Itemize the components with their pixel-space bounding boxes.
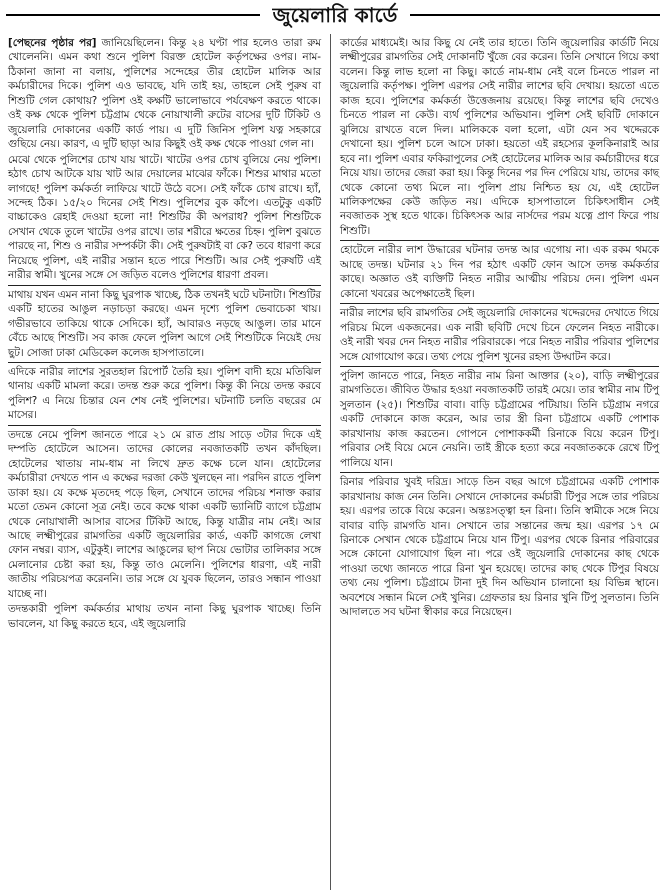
section-divider <box>340 303 659 304</box>
continued-from-label: [পেছনের পৃষ্ঠার পর] <box>8 37 97 49</box>
paragraph: কার্ডের মাধ্যমেই। আর কিছু যে নেই তার হাতে। তিনি জুয়েলারির কার্ডটি নিয়ে লক্ষ্মীপুরের রামগতির সেই দোকানটি খুঁজে বের করেন। তিনি সেখানে গিয়ে কথা বলেন। কিন্তু লাভ হলো না কিছু। কার্ডে নাম-ধাম নেই বলে চিনতে পারল না জুয়েলারি কর্তৃপক্ষ। পুলিশ এরপর সেই নারীর লাশের ছবি দেখায়। হয়তো এতে কাজ হবে। পুলিশের কর্মকর্তা উত্তেজনায় রয়েছে। কিন্তু লাশের ছবি দেখেও চিনতে পারল না কেউ। ব্যর্থ পুলিশের অভিযান। পুলিশ সেই ছবিটি দোকানে ঝুলিয়ে রাখতে বলে দিল। মালিককে বলা হলো, এটা যেন সব খদ্দেরকে দেখানো হয়। পুলিশ চলে আসে ঢাকা। হয়তো এই রহস্যের কূলকিনারাই আর হবে না। পুলিশ এবার ফকিরাপুলের সেই হোটেলের মালিক আর কর্মচারীদের ধরে নিয়ে যায়। তাদের জেরা করা হয়। কিন্তু দিনের পর দিন পেরিয়ে যায়, তাদের কাছ থেকে কোনো তথ্য মিলে না। পুলিশ প্রায় নিশ্চিত হয় যে, এই হোটেল মালিকপক্ষের কেউ জড়িত নয়। এদিকে হাসপাতালে চিকিৎসাধীন সেই নবজাতক সুস্থ হতে থাকে। চিকিৎসক আর নার্সদের পরম যত্নে প্রাণ ফিরে পায় শিশুটি। <box>340 37 659 237</box>
paragraph: পুলিশ জানতে পারে, নিহত নারীর নাম রিনা আক্তার (২০), বাড়ি লক্ষ্মীপুরের রামগতিতে। জীবিত উদ্ধার হওয়া নবজাতকটি তারই মেয়ে। তার স্বামীর নাম টিপু সুলতান (২৫)। শিশুটির বাবা। বাড়ি চট্টগ্রামের পটিয়ায়। তিনি চট্টগ্রাম নগরে একটি দোকানে কাজ করেন, আর তার স্ত্রী রিনা চট্টগ্রামে একটি পোশাক কারখানায় কাজ করতেন। গোপনে পোশাককর্মী রিনাকে বিয়ে করেন টিপু। পরিবার সেই বিয়ে মেনে নেয়নি। তাই স্ত্রীকে হত্যা করে নবজাতককে রেখে টিপু পালিয়ে যান। <box>340 369 659 469</box>
paragraph: মেঝে থেকে পুলিশের চোখ যায় খাটে। খাটের ওপর চোখ বুলিয়ে নেয় পুলিশ। হঠাৎ চোখ আটকে যায় খাট আর দেয়ালের মাঝের ফাঁকে। শিশুর মাথার মতো লাগছে! পুলিশ কর্মকর্তা লাফিয়ে খাটে উঠে বসে। সেই ফাঁকে চোখ রাখে। হ্যাঁ, সন্দেহ ঠিক। ১৫/২০ দিনের সেই শিশু। পুলিশের বুক কাঁপে। এতটুকু একটি বাচ্চাকেও রেহাই দেওয়া হলো না! শিশুটির কী অপরাধ? পুলিশ শিশুটিকে সেখান থেকে তুলে খাটের ওপর রাখে। তার শরীরে ক্ষতের চিহ্ন। পুলিশ বুঝতে পারছে না, শিশু ও নারীর সম্পর্কটা কী। সেই পুরুষটাই বা কে? তবে ধারণা করে নিয়েছে পুলিশ, এই নারীর সন্তান হতে পারে শিশুটি। আর সেই পুরুষটি এই নারীর স্বামী। খুনের সঙ্গে সে জড়িত বলেও পুলিশের ধারণা প্রবল। <box>8 153 321 282</box>
article-column-right <box>340 36 659 620</box>
paragraph: রিনার পরিবার খুবই দরিদ্র। সাড়ে তিন বছর আগে চট্টগ্রামের একটি পোশাক কারখানায় কাজ নেন তিনি। সেখানে দোকানের কর্মচারী টিপুর সঙ্গে তার পরিচয় হয়। এরপর তাকে বিয়ে করেন। অন্তঃসত্ত্বা হন রিনা। তিনি স্বামীকে সঙ্গে নিয়ে বাবার বাড়ি রামগতি যান। সেখানে তার সন্তানের জন্ম হয়। এরপর ১৭ মে রিনাকে সেখান থেকে চট্টগ্রামে নিয়ে যান টিপু। এরপর থেকে রিনার পরিবারের সঙ্গে কোনো যোগাযোগ ছিল না। পরে ওই জুয়েলারি দোকানের কাছ থেকে পাওয়া তথ্যে জানতে পারে রিনা খুন হয়েছে। তাদের কাছ থেকে টিপুর বিষয়ে তথ্য নেয় পুলিশ। চট্টগ্রামে টানা দুই দিন অভিযান চালানো হয় বিভিন্ন স্থানে। অবশেষে সন্ধান মিলে সেই খুনির। গ্রেফতার হয় রিনার খুনি টিপু সুলতান। তিনি আদালতে সব ঘটনা স্বীকার করে নিয়েছেন। <box>340 476 659 619</box>
article-column-left <box>8 36 321 631</box>
section-divider <box>340 366 659 367</box>
paragraph: তদন্তকারী পুলিশ কর্মকর্তার মাথায় তখন নানা কিছু ঘুরপাক খাচ্ছে। তিনি ভাবলেন, যা কিছু করতে হবে, এই জুয়েলারি <box>8 603 321 630</box>
paragraph: তদন্তে নেমে পুলিশ জানতে পারে ২১ মে রাত প্রায় সাড়ে ৩টার দিকে এই দম্পতি হোটেলে আসেন। তাদের কোলের নবজাতকটি তখন কাঁদছিল। হোটেলের খাতায় নাম-ধাম না লিখে দ্রুত কক্ষে চলে যান। হোটেলের কর্মচারীরা দেখতে পান এ কক্ষের দরজা কেউ খুলছেন না। পরদিন রাতে পুলিশ ডাকা হয়। যে কক্ষে মৃতদেহ পড়ে ছিল, সেখানে তাদের পরিচয় শনাক্ত করার মতো তেমন কোনো সূত্র নেই। তবে কক্ষে থাকা একটি ভ্যানিটি ব্যাগে চট্টগ্রাম থেকে নোয়াখালী আসার বাসের টিকিট আছে, কিন্তু যাত্রীর নাম নেই। আর আছে লক্ষ্মীপুরের রামগতির একটি জুয়েলারির কার্ড, একটি কাগজে লেখা ফোন নম্বর। ব্যাস, এটুকুই। লাশের আঙুলের ছাপ নিয়ে ভোটার তালিকার সঙ্গে মেলানোর চেষ্টা করা হয়, কিন্তু তাও মেলেনি। পুলিশের ধারণা, এই নারী জাতীয় পরিচয়পত্র করেননি। তার সঙ্গে যে যুবক ছিলেন, তারও সন্ধান পাওয়া যাচ্ছে না। <box>8 428 321 600</box>
paragraph-text: জানিয়েছিলেন। কিন্তু ২৪ ঘণ্টা পার হলেও তারা রুম খোলেননি। এমন কথা শুনে পুলিশ বিরক্ত হোটেল কর্তৃপক্ষের ওপর। নাম-ঠিকানা জানা না বলায়, পুলিশের সন্দেহের তীর হোটেল মালিক আর কর্মচারীদের দিকে। পুলিশ এও ভাবছে, যদি তাই হয়, তাহলে সেই পুরুষ বা শিশুটি গেল কোথায়? পুলিশ ওই কক্ষটি ভালোভাবে পর্যবেক্ষণ করতে থাকে। ওই কক্ষ থেকে পুলিশ চট্টগ্রাম থেকে নোয়াখালী রুটের বাসের দুটি টিকিট ও জুয়েলারি দোকানের একটি কার্ড পায়। এ দুটি জিনিস পুলিশ যত্ন সহকারে গুছিয়ে নেয়। কারণ, এ দুটি ছাড়া আর কিছুই ওই কক্ষ থেকে পাওয়া গেল না। <box>8 37 321 151</box>
paragraph: মাথায় যখন এমন নানা কিছু ঘুরপাক খাচ্ছে, ঠিক তখনই ঘটে ঘটনাটা। শিশুটির একটি হাতের আঙুল নড়াচড়া করছে। এমন দৃশ্যে পুলিশ ভেবাচেকা খায়। গভীরভাবে তাকিয়ে থাকে সেদিকে। হ্যাঁ, আবারও নড়ছে আঙুল। তার মানে বেঁচে আছে শিশুটি। সব কাজ ফেলে পুলিশ আগে সেই শিশুটিকে নিয়েই দেয় ছুট। সোজা ঢাকা মেডিকেল কলেজ হাসপাতালে। <box>8 288 321 359</box>
section-divider <box>8 425 321 426</box>
section-divider <box>8 285 321 286</box>
section-divider <box>340 472 659 473</box>
paragraph: নারীর লাশের ছবি রামগতির সেই জুয়েলারি দোকানের খদ্দেরদের দেখাতে গিয়ে পরিচয় মিলে একজনের। এক নারী ছবিটি দেখে চিনে ফেলেন নিহত নারীকে। ওই নারী খবর দেন নিহত নারীর পরিবারকে। পরে নিহত নারীর পরিবার পুলিশের সঙ্গে যোগাযোগ করে। তথ্য পেয়ে পুলিশ খুনের রহস্য উদ্ঘাটন করে। <box>340 307 659 363</box>
paragraph <box>8 36 321 152</box>
paragraph: হোটেলে নারীর লাশ উদ্ধারের ঘটনার তদন্ত আর এগোয় না। এক রকম থমকে আছে তদন্ত। ঘটনার ২১ দিন পর হঠাৎ একটি ফোন আসে তদন্ত কর্মকর্তার কাছে। অজ্ঞাত ওই ব্যক্তিটি নিহত নারীর আত্মীয় পরিচয় দেন। পুলিশ এমন কোনো খবরের অপেক্ষাতেই ছিল। <box>340 244 659 300</box>
headline-box <box>260 0 410 30</box>
headline: জুয়েলারি কার্ডে <box>272 3 398 27</box>
section-divider <box>340 240 659 241</box>
section-divider <box>8 362 321 363</box>
column-divider <box>330 34 331 890</box>
paragraph: এদিকে নারীর লাশের সুরতহাল রিপোর্ট তৈরি হয়। পুলিশ বাদী হয়ে মতিঝিল থানায় একটি মামলা করে। তদন্ত শুরু করে পুলিশ। কিন্তু কী নিয়ে তদন্ত করবে পুলিশ? এ নিয়ে চিন্তার যেন শেষ নেই পুলিশের। ঘটনাটি চলতি বছরের মে মাসের। <box>8 365 321 422</box>
